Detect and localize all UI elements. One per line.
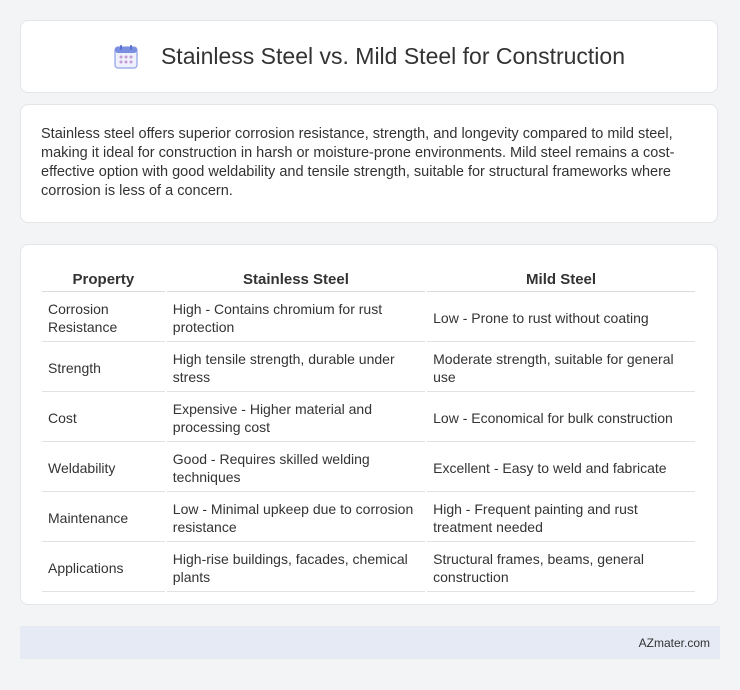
cell-mild-steel: Excellent - Easy to weld and fabricate (427, 444, 695, 492)
cell-property: Weldability (42, 444, 165, 492)
title-card (20, 20, 718, 93)
header-property: Property (42, 267, 165, 292)
cell-property: Applications (42, 544, 165, 592)
cell-stainless-steel: Low - Minimal upkeep due to corrosion resistance (167, 494, 425, 542)
footer (20, 626, 720, 659)
cell-property: Strength (42, 344, 165, 392)
table-row (42, 394, 695, 442)
cell-property: Cost (42, 394, 165, 442)
cell-mild-steel: High - Frequent painting and rust treatment needed (427, 494, 695, 542)
cell-stainless-steel: High - Contains chromium for rust protection (167, 294, 425, 342)
header-mild-steel: Mild Steel (427, 267, 695, 292)
cell-mild-steel: Structural frames, beams, general construction (427, 544, 695, 592)
table-row (42, 494, 695, 542)
cell-mild-steel: Moderate strength, suitable for general use (427, 344, 695, 392)
table-row (42, 344, 695, 392)
cell-property: Corrosion Resistance (42, 294, 165, 342)
table-row (42, 294, 695, 342)
cell-mild-steel: Low - Prone to rust without coating (427, 294, 695, 342)
footer-source: AZmater.com (638, 635, 710, 650)
cell-mild-steel: Low - Economical for bulk construction (427, 394, 695, 442)
table-row (42, 544, 695, 592)
comparison-table (40, 265, 697, 594)
table-row (42, 444, 695, 492)
intro-card (20, 104, 718, 223)
page-title: Stainless Steel vs. Mild Steel for Construction (160, 43, 626, 69)
cell-property: Maintenance (42, 494, 165, 542)
table-card (20, 244, 718, 605)
header-stainless-steel: Stainless Steel (167, 267, 425, 292)
intro-text: Stainless steel offers superior corrosion resistance, strength, and longevity compared to mild steel, making it ideal for construction in harsh or moisture-prone environments. Mild steel remains a cost-effective option with good weldability and tensile strength, suitable for structural frameworks where corrosion is less of a concern. (41, 126, 675, 199)
cell-stainless-steel: High tensile strength, durable under stress (167, 344, 425, 392)
cell-stainless-steel: Expensive - Higher material and processing cost (167, 394, 425, 442)
cell-stainless-steel: High-rise buildings, facades, chemical plants (167, 544, 425, 592)
cell-stainless-steel: Good - Requires skilled welding techniques (167, 444, 425, 492)
calendar-icon (113, 44, 139, 70)
table-header-row (42, 267, 695, 292)
